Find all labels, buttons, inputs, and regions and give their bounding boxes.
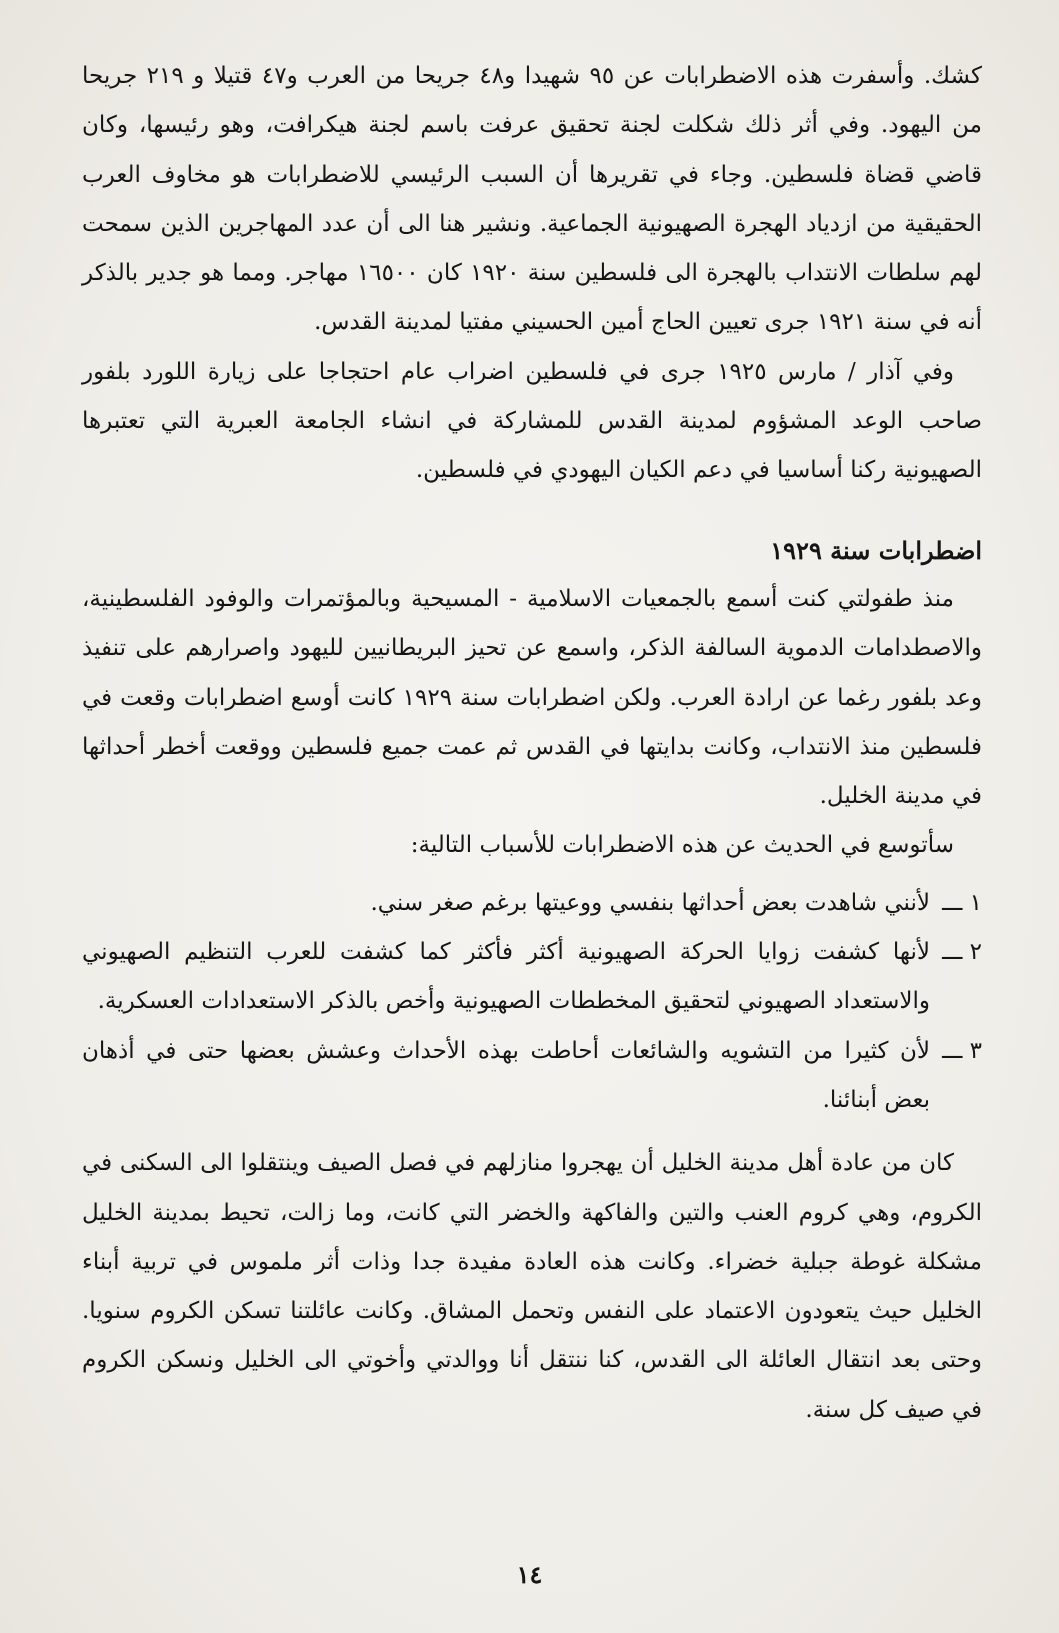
page-body bbox=[82, 52, 982, 1435]
page-number: ١٤ bbox=[516, 1560, 543, 1589]
list-item-text: لأنني شاهدت بعض أحداثها بنفسي ووعيتها برغم صغر سني. bbox=[370, 889, 930, 916]
list-item bbox=[82, 1027, 982, 1126]
paragraph-spacer bbox=[82, 1125, 982, 1139]
list-item-number: ٣ ـــ bbox=[942, 1037, 982, 1064]
paragraph-5: كان من عادة أهل مدينة الخليل أن يهجروا منازلهم في فصل الصيف وينتقلوا الى السكنى في الكروم، وهي كروم العنب والتين والفاكهة والخضر التي كانت، وما زالت، تحيط بمدينة الخليل مشكلة غوطة جبلية خضراء. وكانت هذه العادة مفيدة جدا وذات أثر ملموس في تربية أبناء الخليل حيث يتعودون الاعتماد على النفس وتحمل المشاق. وكانت عائلتنا تسكن الكروم سنويا. وحتى بعد انتقال العائلة الى القدس، كنا ننتقل أنا ووالدتي وأخوتي الى الخليل ونسكن الكروم في صيف كل سنة. bbox=[82, 1150, 982, 1423]
paragraph-2: وفي آذار / مارس ١٩٢٥ جرى في فلسطين اضراب عام احتجاجا على زيارة اللورد بلفور صاحب الوعد المشؤوم لمدينة القدس للمشاركة في انشاء الجامعة العبرية التي تعتبرها الصهيونية ركنا أساسيا في دعم الكيان اليهودي في فلسطين. bbox=[82, 358, 982, 484]
list-item-number: ٢ ـــ bbox=[942, 939, 982, 966]
section-heading: اضطرابات سنة ١٩٢٩ bbox=[770, 535, 982, 565]
paragraph-1: كشك. وأسفرت هذه الاضطرابات عن ٩٥ شهيدا و٤٨ جريحا من العرب و٤٧ قتيلا و ٢١٩ جريحا من اليهود. وفي أثر ذلك شكلت لجنة تحقيق عرفت باسم لجنة هيكرافت، وهو رئيسها، وكان قاضي قضاة فلسطين. وجاء في تقريرها أن السبب الرئيسي للاضطرابات هو مخاوف العرب الحقيقية من ازدياد الهجرة الصهيونية الجماعية. ونشير هنا الى أن عدد المهاجرين الذين سمحت لهم سلطات الانتداب بالهجرة الى فلسطين سنة ١٩٢٠ كان ١٦٥٠٠ مهاجر. ومما هو جدير بالذكر أنه في سنة ١٩٢١ جرى تعيين الحاج أمين الحسيني مفتيا لمدينة القدس. bbox=[82, 63, 982, 336]
section-spacer bbox=[82, 496, 982, 526]
reasons-list bbox=[82, 879, 982, 1125]
paragraph-4: سأتوسع في الحديث عن هذه الاضطرابات للأسباب التالية: bbox=[410, 832, 954, 859]
list-item bbox=[82, 928, 982, 1027]
list-item-text: لأنها كشفت زوايا الحركة الصهيونية أكثر فأكثر كما كشفت للعرب التنظيم الصهيوني والاستعداد الصهيوني لتحقيق المخططات الصهيونية وأخص بالذكر الاستعدادات العسكرية. bbox=[82, 939, 930, 1015]
list-spacer bbox=[82, 871, 982, 879]
list-item-text: لأن كثيرا من التشويه والشائعات أحاطت بهذه الأحداث وعشش بعضها حتى في أذهان بعض أبنائنا. bbox=[82, 1037, 930, 1113]
list-item bbox=[82, 879, 982, 928]
paragraph-3: منذ طفولتي كنت أسمع بالجمعيات الاسلامية - المسيحية وبالمؤتمرات والوفود الفلسطينية، والاصطدامات الدموية السالفة الذكر، واسمع عن تحيز البريطانيين لليهود واصرارهم على تنفيذ وعد بلفور رغما عن ارادة العرب. ولكن اضطرابات سنة ١٩٢٩ كانت أوسع اضطرابات وقعت في فلسطين منذ الانتداب، وكانت بدايتها في القدس ثم عمت جميع فلسطين ووقعت أخطر أحداثها في مدينة الخليل. bbox=[82, 585, 982, 810]
list-item-number: ١ ـــ bbox=[942, 889, 982, 916]
